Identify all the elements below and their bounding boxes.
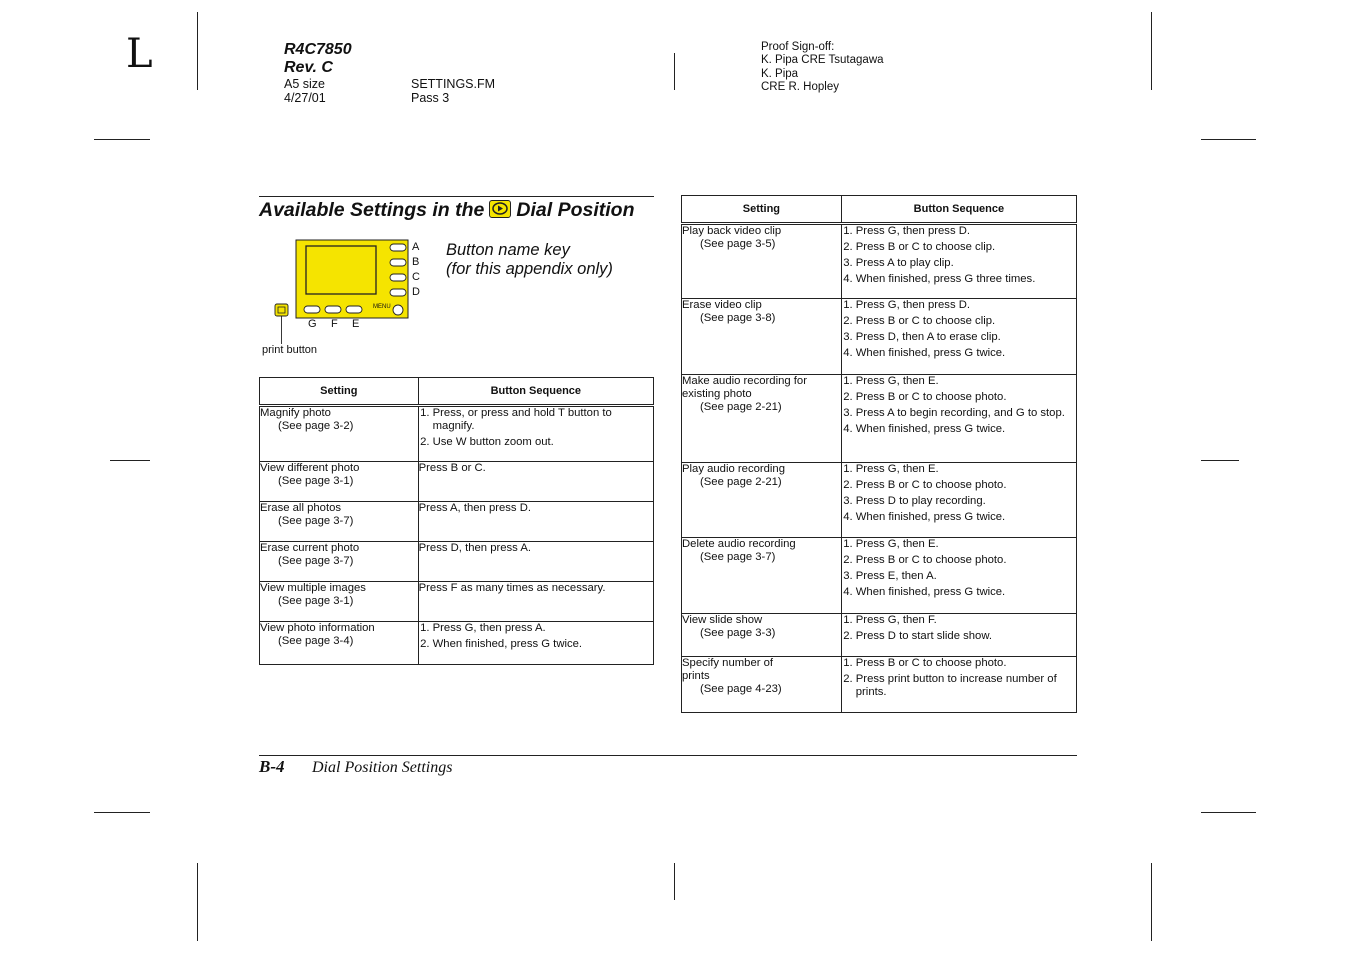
setting-name: View slide show: [682, 614, 763, 626]
corner-letter: L: [126, 31, 153, 77]
camera-back-diagram: [258, 238, 428, 358]
table-row: [682, 657, 1077, 713]
step: 1. Press G, then E.: [856, 538, 1076, 551]
footer-rule: [259, 755, 1077, 756]
print-button-label: print button: [262, 344, 318, 356]
step: 1. Press G, then press D.: [856, 299, 1076, 312]
page-reference: (See page 3-5): [700, 238, 776, 250]
caption-line: Button name key: [446, 241, 570, 259]
proof-line: K. Pipa CRE Tsutagawa: [761, 54, 884, 67]
setting-name: Delete audio recording: [682, 538, 796, 550]
sequence-text: Press B or C.: [418, 462, 653, 502]
button-label-c: C: [412, 271, 420, 283]
page-reference: (See page 3-3): [700, 627, 776, 639]
column-header-sequence: Button Sequence: [841, 196, 1076, 224]
model-code: R4C7850: [284, 41, 352, 58]
step: 1. Press G, then press D.: [856, 225, 1076, 238]
footer-section-title: Dial Position Settings: [312, 759, 453, 776]
crop-mark: [1151, 863, 1152, 941]
page-reference: (See page 3-4): [278, 635, 354, 647]
crop-mark: [197, 863, 198, 941]
step: 3. Press A to play clip.: [856, 257, 1076, 270]
step: 1. Press G, then E.: [856, 375, 1076, 388]
step: 4. When finished, press G twice.: [856, 423, 1076, 436]
setting-name: View multiple images: [260, 582, 366, 594]
step: 2. Press B or C to choose clip.: [856, 315, 1076, 328]
table-row: [260, 502, 654, 542]
button-label-f: F: [331, 318, 338, 330]
page-reference: (See page 3-7): [700, 551, 776, 563]
step-list: [419, 622, 653, 651]
step-list: [842, 225, 1076, 286]
step-list: [842, 657, 1076, 699]
table-row: [260, 406, 654, 462]
page-reference: (See page 3-1): [278, 475, 354, 487]
button-label-g: G: [308, 318, 317, 330]
proof-line: K. Pipa: [761, 67, 799, 80]
crop-mark: [1201, 460, 1239, 461]
page-reference: (See page 3-7): [278, 555, 354, 567]
step: 4. When finished, press G twice.: [856, 586, 1076, 599]
crop-mark: [1201, 812, 1256, 813]
crop-mark: [94, 812, 150, 813]
setting-name: View photo information: [260, 622, 375, 634]
camera-panel-illustration: [258, 238, 428, 358]
step: 4. When finished, press G twice.: [856, 511, 1076, 524]
step: 3. Press D, then A to erase clip.: [856, 331, 1076, 344]
step: 1. Press B or C to choose photo.: [856, 657, 1076, 670]
step: 3. Press E, then A.: [856, 570, 1076, 583]
step: 2. Press B or C to choose photo.: [856, 554, 1076, 567]
setting-name: View different photo: [260, 462, 360, 474]
setting-name: Erase current photo: [260, 542, 360, 554]
sequence-text: Press A, then press D.: [418, 502, 653, 542]
button-key-caption: [446, 241, 613, 279]
crop-mark: [674, 863, 675, 900]
crop-mark: [197, 12, 198, 90]
step-list: [842, 299, 1076, 360]
step: 2. Press B or C to choose photo.: [856, 391, 1076, 404]
setting-name: Play audio recording: [682, 463, 785, 475]
table-header-row: [260, 378, 654, 406]
date: 4/27/01: [284, 91, 326, 105]
button-label-d: D: [412, 286, 420, 298]
step: 2. Use W button zoom out.: [433, 436, 653, 449]
sequence-text: Press F as many times as necessary.: [418, 582, 653, 622]
setting-name: Specify number of prints: [682, 657, 774, 682]
page-size: A5 size: [284, 77, 325, 91]
step-list: [842, 375, 1076, 436]
table-row: [260, 542, 654, 582]
table-row: [682, 224, 1077, 299]
settings-table-right: [681, 195, 1077, 713]
title-text: Dial Position: [516, 199, 635, 221]
button-label-a: A: [412, 241, 420, 253]
setting-name: Erase video clip: [682, 299, 762, 311]
table-row: [260, 622, 654, 665]
step: 3. Press D to play recording.: [856, 495, 1076, 508]
table-row: [682, 463, 1077, 538]
step: 4. When finished, press G three times.: [856, 273, 1076, 286]
step: 1. Press G, then press A.: [433, 622, 653, 635]
setting-name: Erase all photos: [260, 502, 342, 514]
table-row: [260, 582, 654, 622]
step: 2. When finished, press G twice.: [433, 638, 653, 651]
section-title: [259, 197, 635, 223]
step: 2. Press print button to increase number of prints.: [856, 673, 1076, 699]
crop-mark: [94, 139, 150, 140]
button-label-b: B: [412, 256, 420, 268]
table-header-row: [682, 196, 1077, 224]
page-reference: (See page 3-8): [700, 312, 776, 324]
step-list: [842, 614, 1076, 643]
setting-name: Magnify photo: [260, 407, 331, 419]
page-reference: (See page 3-1): [278, 595, 354, 607]
proof-signoff: [761, 41, 884, 94]
step: 4. When finished, press G twice.: [856, 347, 1076, 360]
table-row: [682, 299, 1077, 375]
table-row: [260, 462, 654, 502]
page-number: B-4: [259, 757, 285, 776]
step: 2. Press D to start slide show.: [856, 630, 1076, 643]
step: 2. Press B or C to choose clip.: [856, 241, 1076, 254]
crop-mark: [110, 460, 150, 461]
page-reference: (See page 4-23): [700, 683, 782, 695]
filename: SETTINGS.FM: [411, 77, 496, 91]
step: 1. Press G, then E.: [856, 463, 1076, 476]
setting-name: Play back video clip: [682, 225, 782, 237]
crop-mark: [1201, 139, 1256, 140]
step: 2. Press B or C to choose photo.: [856, 479, 1076, 492]
crop-mark: [1151, 12, 1152, 90]
step-list: [842, 463, 1076, 524]
setting-name: Make audio recording for existing photo: [682, 375, 807, 400]
sequence-text: Press D, then press A.: [418, 542, 653, 582]
page-reference: (See page 3-2): [278, 420, 354, 432]
step: 1. Press, or press and hold T button to magnify.: [433, 407, 653, 433]
page-reference: (See page 2-21): [700, 401, 782, 413]
step: 1. Press G, then F.: [856, 614, 1076, 627]
step: 3. Press A to begin recording, and G to stop.: [856, 407, 1076, 420]
title-text: Available Settings in the: [259, 199, 485, 221]
column-header-setting: Setting: [682, 196, 842, 224]
page-reference: (See page 3-7): [278, 515, 354, 527]
revision: Rev. C: [284, 59, 333, 76]
settings-table-left: [259, 377, 654, 665]
column-header-setting: Setting: [260, 378, 419, 406]
table-row: [682, 375, 1077, 463]
step-list: [842, 538, 1076, 599]
step-list: [419, 407, 653, 449]
table-row: [682, 538, 1077, 614]
table-row: [682, 614, 1077, 657]
pass-number: Pass 3: [411, 91, 450, 105]
button-label-e: E: [352, 318, 360, 330]
page-reference: (See page 2-21): [700, 476, 782, 488]
column-header-sequence: Button Sequence: [418, 378, 653, 406]
play-mode-icon: [489, 200, 511, 218]
proof-line: Proof Sign-off:: [761, 41, 835, 53]
caption-line: (for this appendix only): [446, 260, 613, 278]
proof-line: CRE R. Hopley: [761, 80, 839, 93]
crop-mark: [674, 53, 675, 90]
menu-label: MENU: [373, 304, 391, 310]
